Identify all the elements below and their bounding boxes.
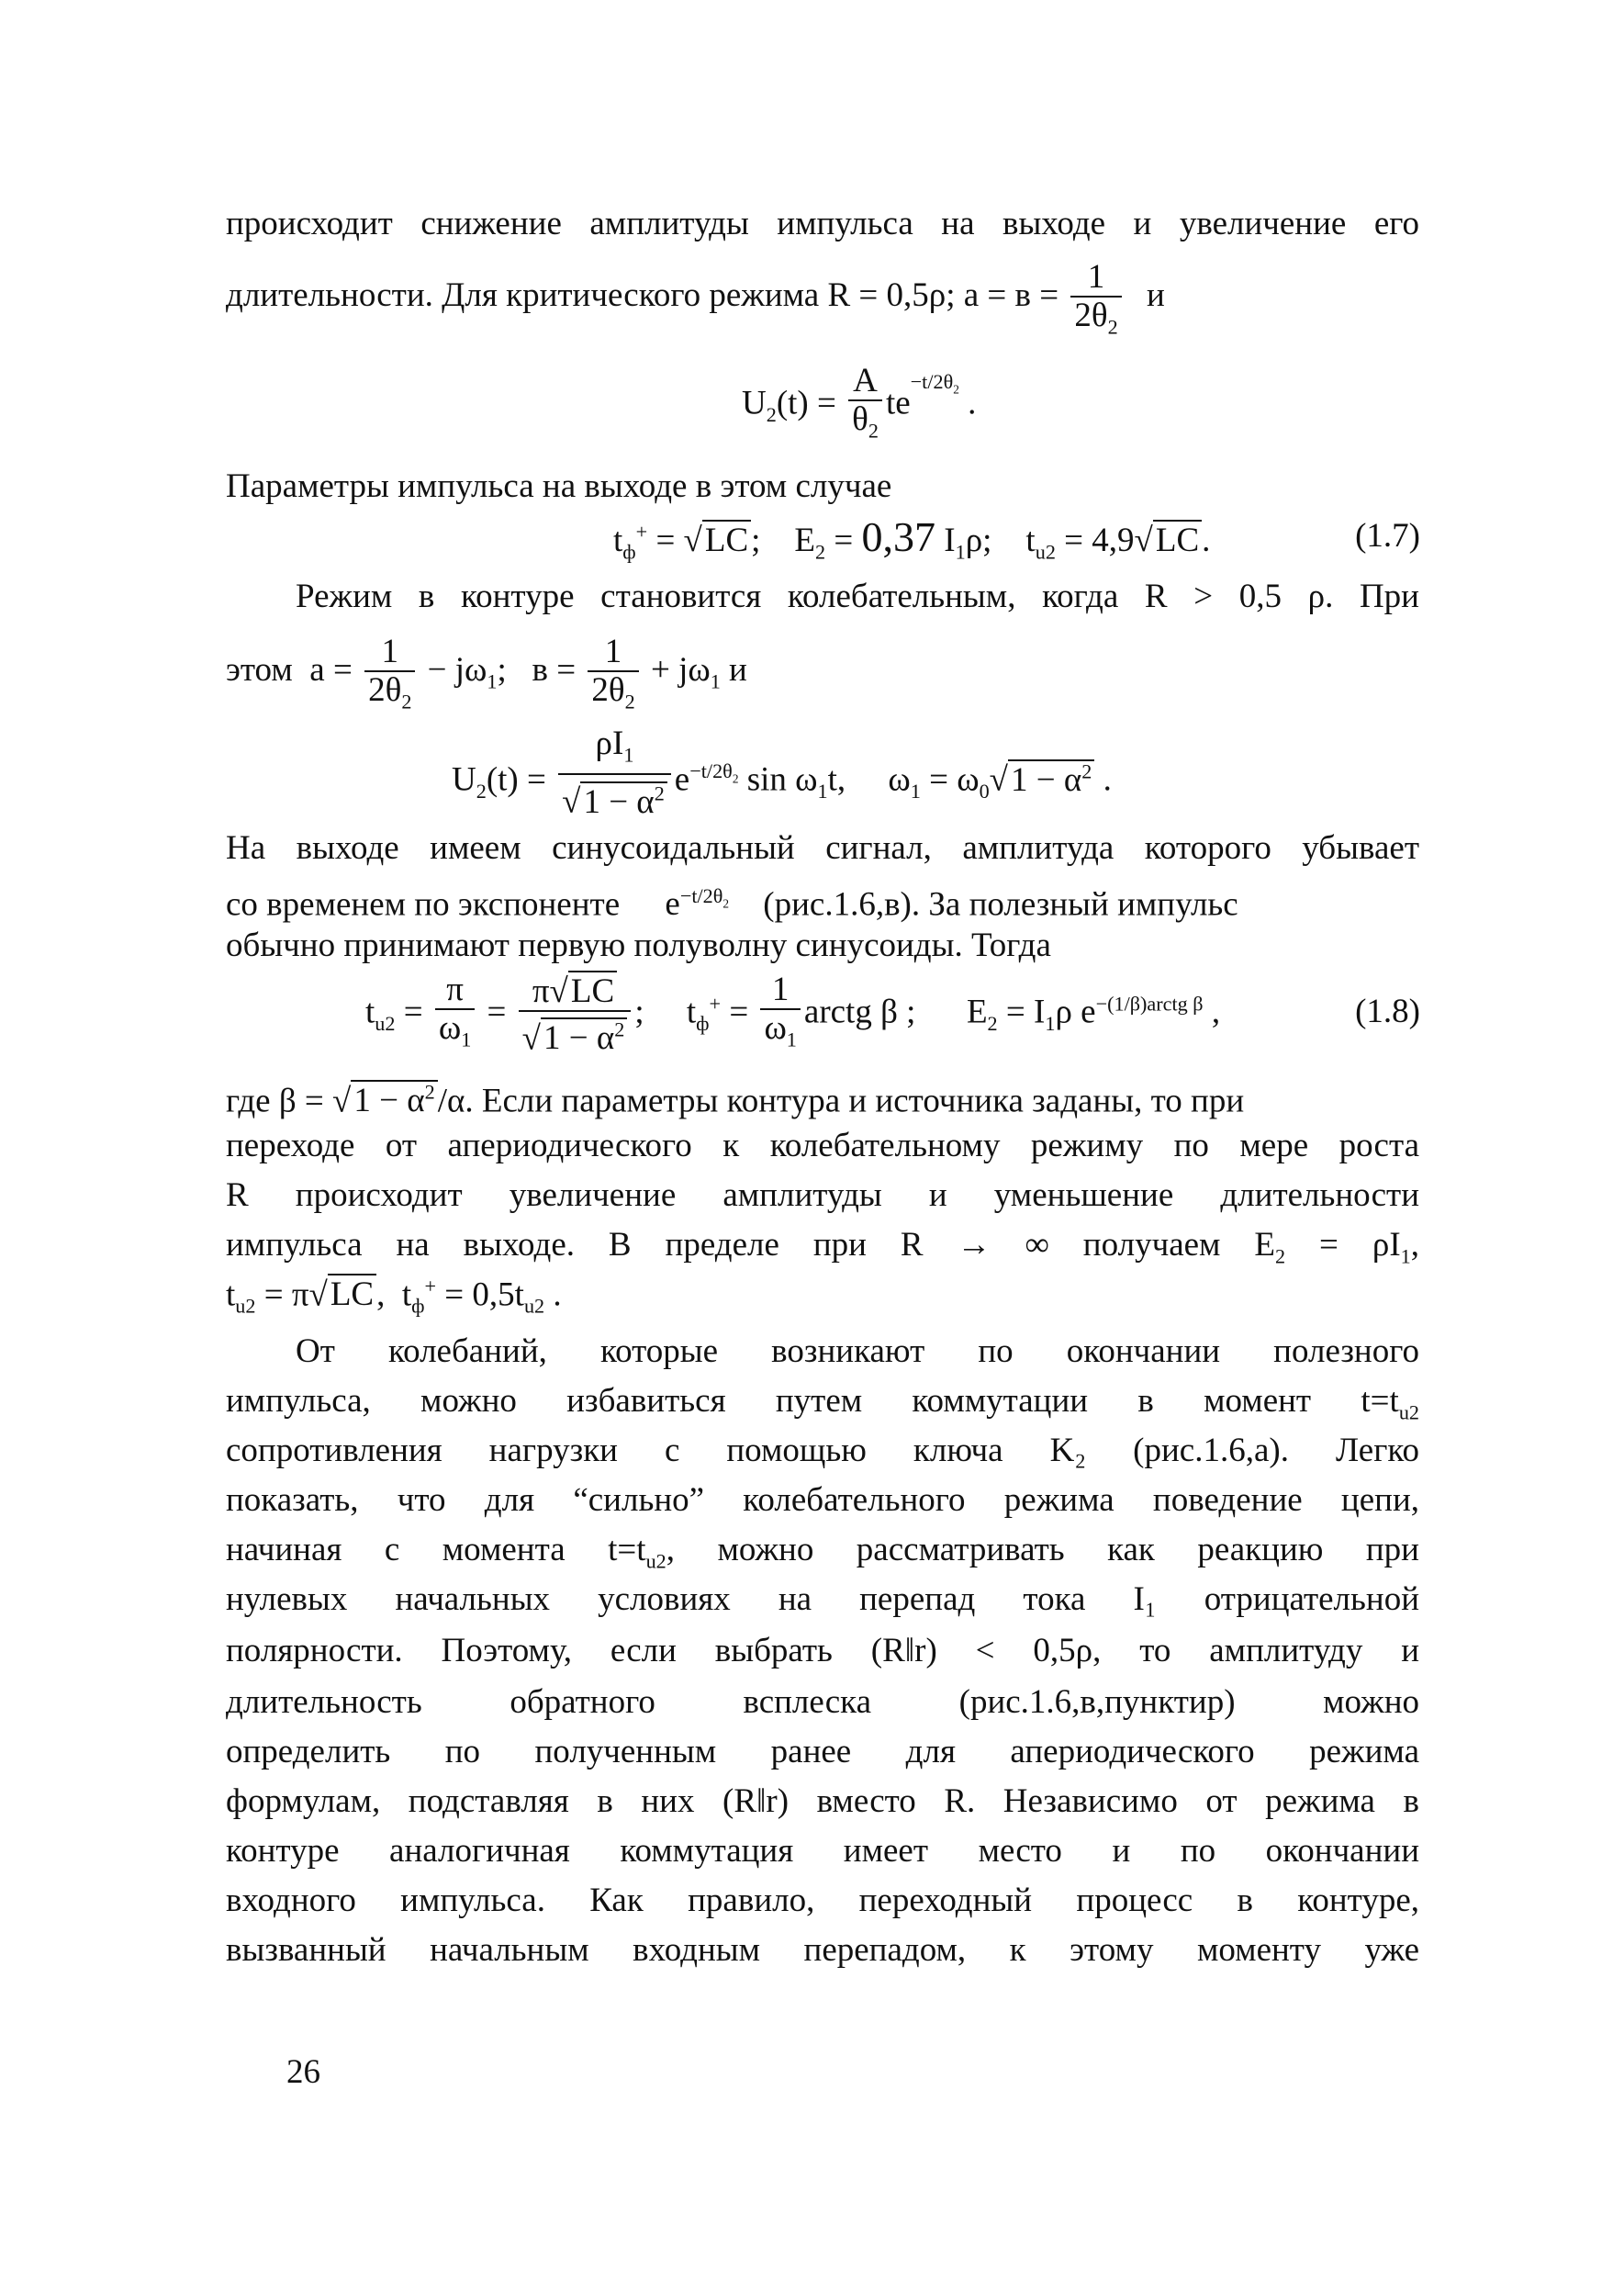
text-line: нулевых начальных условиях на перепад тока I₁ отрицательной [226,1580,1419,1618]
text-line: От колебаний, которые возникают по окончании полезного [296,1332,1419,1370]
formula-critical-output: $U_2(t)$ = $\frac{A}{\theta_2}$ $te^{-t/2\theta_2}$ . [742,362,977,443]
text-line: переходе от апериодического к колебательному режиму по мере роста [226,1127,1419,1164]
text-line: где $\beta = √1 - \alpha^2/\alpha$. Если параметры контура и источника заданы, то при [226,1081,1245,1120]
page-number: 26 [286,2053,320,2091]
text-line: происходит снижение амплитуды импульса на выходе и увеличение его [226,205,1419,242]
text-line: со временем по экспоненте $e^{-t/2\theta_2}$ (рис.1.6,в). За полезный импульс [226,884,1238,924]
text-line: вызванный начальным входным перепадом, к этому моменту уже [226,1931,1419,1969]
text-line: начиная с момента $t=t_{u2}$, можно рассматривать как реакцию при [226,1531,1419,1573]
text-line: На выходе имеем синусоидальный сигнал, амплитуда которого убывает [226,829,1419,867]
formula-limit-values: $t_{u2} = \pi√LC$, $t_ф^+ = 0,5t_{u2}$ . [226,1275,562,1318]
formula-oscillating-output: $U_2(t)$ = $\frac{\rho I_1}{√1 - \alpha^2}$ $e^{-t/2\theta_2}$ $\sin \omega_1t$, $\omega_1 = \omega_0√1 - \alpha^2$ . [452,725,1112,821]
text-line: длительность обратного всплеска (рис.1.6,в,пунктир) можно [226,1683,1419,1721]
text-line: импульса, можно избавиться путем коммутации в момент $t=t_{u2}$ [226,1382,1419,1424]
equation-number: (1.8) [1355,993,1420,1030]
formula-1-8: $t_{u2}$ = $\frac{\pi}{\omega_1}$ = $\frac{\pi√LC}{√1 - \alpha^2}$ ; $t_ф^+$ = $\frac{1}{\omega_1}$ arctg β ; $E_2 = I_1\rho$ $e^{-(1/\beta)arctg \beta}$ , [365,971,1221,1057]
text-line: показать, что для “сильно” колебательного режима поведение цепи, [226,1481,1419,1519]
text-line: полярности. Поэтому, если выбрать (R‖r) < 0,5ρ, то амплитуду и [226,1632,1419,1669]
text-line: импульса на выходе. В пределе при R → ∞ получаем $E_2 = \rho I_1$, [226,1226,1419,1268]
text-line: Параметры импульса на выходе в этом случае [226,467,892,505]
text-line: определить по полученным ранее для апериодического режима [226,1733,1419,1770]
text-line: контуре аналогичная коммутация имеет место и по окончании [226,1832,1419,1870]
formula-fraction: $\frac{1}{2\theta_2}$ [1070,259,1121,345]
text-line: R происходит увеличение амплитуды и уменьшение длительности [226,1176,1419,1214]
equation-number: (1.7) [1355,517,1420,555]
text-line: обычно принимают первую полуволну синусоиды. Тогда [226,927,1051,964]
text-line: длительности. Для критического режима R = 0,5ρ; a = в = $\frac{1}{2\theta_2}$ и [226,259,1419,345]
formula-1-7: $t_ф^+ = √LC$; $E_2 = 0,37$ $I_1\rho$; $t_{u2} = 4,9√LC$. [613,513,1211,564]
text-line: сопротивления нагрузки с помощью ключа K₂ (рис.1.6,а). Легко [226,1432,1419,1469]
formula-a-b-oscillating: этом a = $\frac{1}{2\theta_2}$ − $j\omega_1$; в = $\frac{1}{2\theta_2}$ + $j\omega_1$ и [226,633,747,714]
text-line: формулам, подставляя в них (R‖r) вместо R. Независимо от режима в [226,1782,1419,1820]
text-line: Режим в контуре становится колебательным, когда R > 0,5 ρ. При [296,578,1419,615]
text-line: входного импульса. Как правило, переходный процесс в контуре, [226,1882,1419,1919]
